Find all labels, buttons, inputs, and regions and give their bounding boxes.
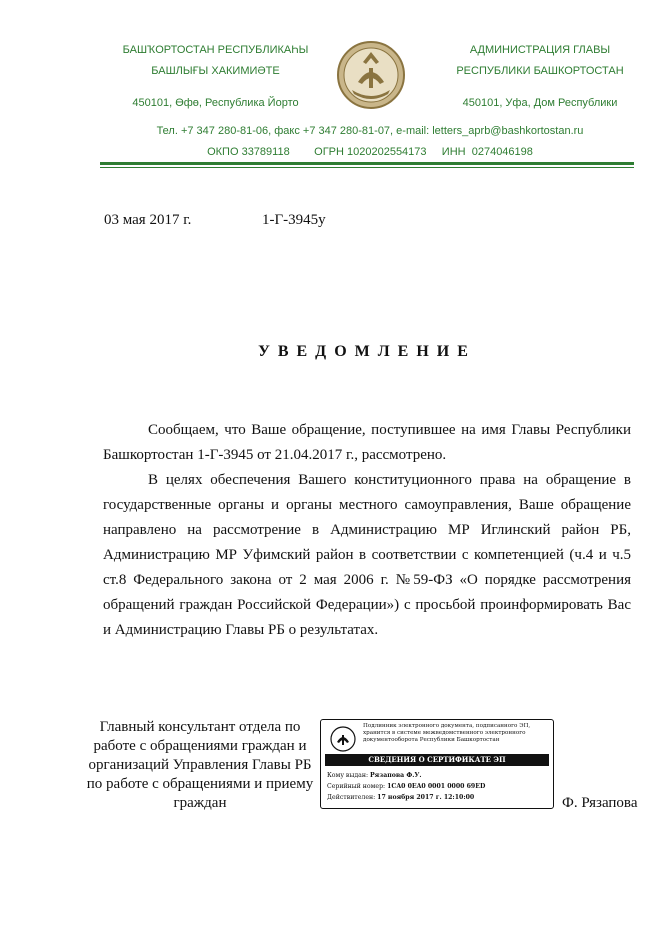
header-contacts: Тел. +7 347 280-81-06, факс +7 347 280-81-07, e-mail: letters_aprb@bashkortostan.ru (156, 125, 584, 137)
signatory-name: Ф. Рязапова (562, 795, 638, 811)
stamp-note: Подлинник электронного документа, подписанного ЭП, хранится в системе межведомственного электронного документооборота Республики Башкортостан (363, 723, 531, 743)
document-title: УВЕДОМЛЕНИЕ (258, 343, 476, 360)
stamp-issued-to-row (327, 772, 549, 779)
header-right-block (440, 40, 640, 82)
signatory-position: Главный консультант отдела по работе с обращениями граждан и организаций Управления Главы РБ по работе с обращениями и приему граждан (86, 719, 314, 811)
header-right-address: 450101, Уфа, Дом Республики (462, 97, 618, 109)
coat-of-arms-emblem-icon (336, 38, 406, 112)
header-right-line2: РЕСПУБЛИКИ БАШКОРТОСТАН (456, 65, 624, 77)
header-divider-thick (100, 162, 634, 165)
e-signature-stamp (320, 719, 554, 809)
stamp-emblem-icon (329, 724, 357, 754)
stamp-valid-row (327, 794, 549, 801)
header-divider-thin (100, 167, 634, 168)
header-left-block (108, 40, 323, 82)
header-left-line1: БАШҠОРТОСТАН РЕСПУБЛИКАҺЫ (122, 44, 309, 56)
header-codes: ОКПО 33789118 ОГРН 1020202554173 ИНН 0274046198 (207, 146, 533, 158)
stamp-serial-label: Серийный номер: (327, 783, 386, 790)
body-paragraph-1: Сообщаем, что Ваше обращение, поступившее на имя Главы Республики Башкортостан 1-Г-3945 от 21.04.2017 г., рассмотрено. (103, 422, 631, 463)
stamp-valid-label: Действителен: (327, 794, 376, 801)
stamp-issued-to-label: Кому выдан: (327, 772, 369, 779)
document-date: 03 мая 2017 г. (104, 212, 192, 228)
document-body (103, 418, 631, 643)
stamp-serial-row (327, 783, 549, 790)
stamp-serial-value: 1CA0 0EA0 0001 0000 69ED (387, 783, 486, 790)
header-right-line1: АДМИНИСТРАЦИЯ ГЛАВЫ (469, 44, 611, 56)
stamp-heading: СВЕДЕНИЯ О СЕРТИФИКАТЕ ЭП (325, 754, 549, 766)
header-left-address: 450101, Өфө, Республика Йорто (132, 97, 299, 109)
stamp-issued-to-value: Рязапова Ф.У. (370, 772, 422, 779)
header-left-line2: БАШЛЫҒЫ ХАКИМИӘТЕ (151, 65, 280, 77)
document-reg-number: 1-Г-3945у (262, 212, 326, 228)
stamp-valid-value: 17 ноября 2017 г. 12:10:00 (377, 794, 475, 801)
body-paragraph-2: В целях обеспечения Вашего конституционного права на обращение в государственные органы и органы местного самоуправления, Ваше обращение направлено на рассмотрение в Администрацию МР Иглинский район РБ, Администрацию МР Уфимский район в соответствии с компетенцией (ч.4 и ч.5 ст.8 Федерального закона от 2 мая 2006 г. №59-ФЗ «О порядке рассмотрения обращений граждан Российской Федерации») с просьбой проинформировать Вас и Администрацию Главы РБ о результатах. (103, 472, 631, 638)
